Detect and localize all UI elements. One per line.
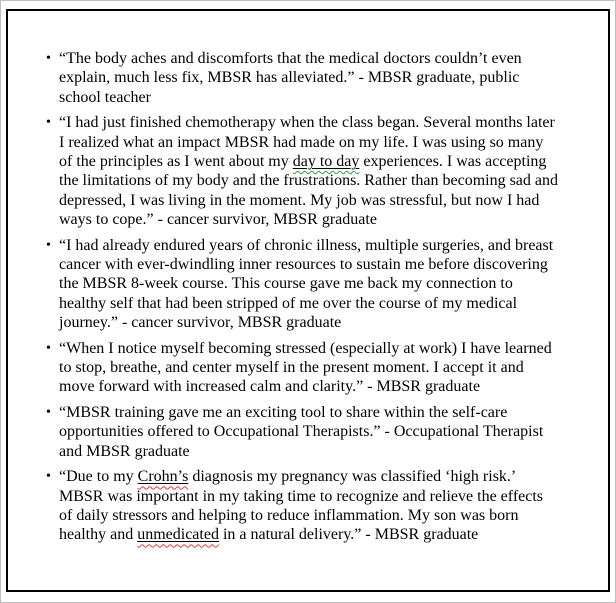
grammar-wavy-underline: day to day xyxy=(292,152,360,170)
spelling-wavy-underline: Crohn’s xyxy=(137,468,189,486)
quote-text: diagnosis my pregnancy was classified ‘high risk.’ MBSR was important in my taking time to recognize and relieve the effects of daily stressors and helping to reduce inflammation. My son was born healthy and xyxy=(59,468,544,544)
page-border xyxy=(6,9,610,592)
grammar-flagged-text xyxy=(293,153,360,170)
bullet-marker: • xyxy=(46,405,51,421)
quote-text: “Due to my xyxy=(59,468,138,486)
list-item xyxy=(46,236,559,332)
quote-text: “When I notice myself becoming stressed (especially at work) I have learned to stop, breathe, and center myself in the present moment. I accept it and move forward with increased calm and clarity.” - MBSR graduate xyxy=(59,339,552,396)
bullet-marker: • xyxy=(46,237,51,253)
quote-text: in a natural delivery.” - MBSR graduate xyxy=(218,526,479,544)
list-item xyxy=(46,49,559,107)
bullet-marker: • xyxy=(46,51,51,66)
list-item xyxy=(46,339,559,397)
bullet-marker: • xyxy=(46,340,51,356)
spelling-flagged-text xyxy=(138,468,189,485)
testimonial-list xyxy=(46,49,562,545)
quote-text: “MBSR training gave me an exciting tool to share within the self-care opportunities offered to Occupational Therapists.” - Occupational Therapist and MBSR graduate xyxy=(59,404,544,460)
list-item xyxy=(46,467,559,544)
page-content xyxy=(8,11,608,545)
bullet-marker: • xyxy=(46,115,51,131)
list-item xyxy=(46,113,559,229)
quote-text: “I had already endured years of chronic illness, multiple surgeries, and breast cancer with ever-dwindling inner resources to sustain me before discovering the MBSR 8-week course. This course gave me back my connection to healthy self that had been stripped of me over the course of my medical journey.” - cancer survivor, MBSR graduate xyxy=(59,236,554,331)
quote-text: “The body aches and discomforts that the medical doctors couldn’t even explain, much less fix, MBSR has alleviated.” - MBSR graduate, public school teacher xyxy=(59,50,522,106)
spelling-wavy-underline: unmedicated xyxy=(137,526,219,544)
bullet-marker: • xyxy=(46,469,51,485)
list-item xyxy=(46,403,559,461)
quote-text: experiences. I was accepting the limitations of my body and the frustrations. Rather than becoming sad and depressed, I was living in the moment. My job was stressful, but now I had ways to cope.” - cancer survivor, MBSR graduate xyxy=(59,152,559,228)
spelling-flagged-text xyxy=(137,526,219,543)
quote-text: “I had just finished chemotherapy when the class began. Several months later I realized what an impact MBSR had made on my life. I was using so many of the principles as I went about my xyxy=(59,114,555,170)
